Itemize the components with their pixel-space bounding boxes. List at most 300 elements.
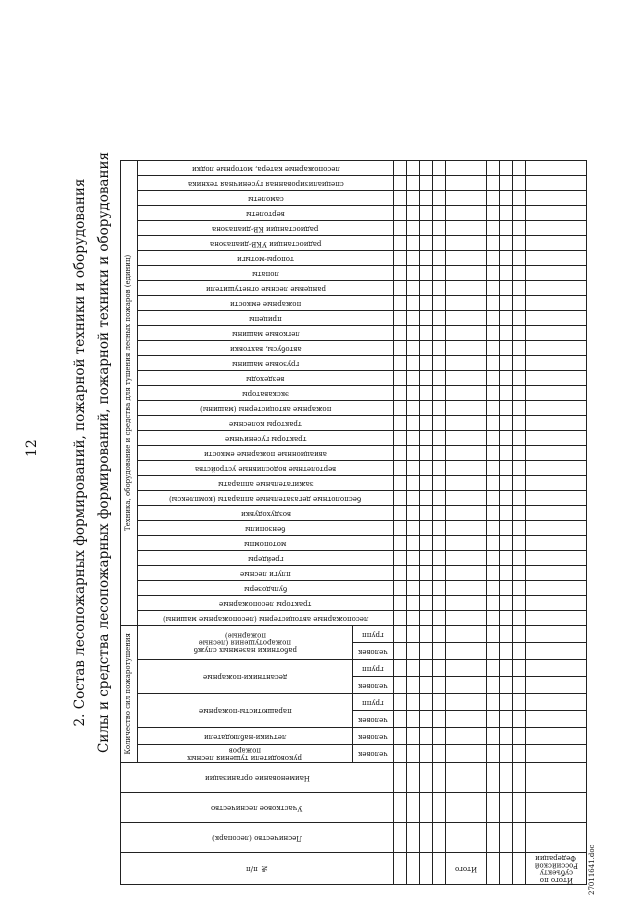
data-row-cell — [500, 852, 513, 884]
itogo-subject-row-cell — [526, 676, 587, 693]
data-row-cell — [513, 475, 526, 490]
data-row-cell — [500, 475, 513, 490]
data-row-cell — [420, 415, 433, 430]
data-row-cell — [433, 710, 446, 727]
data-row-cell — [420, 710, 433, 727]
force-unit-2-0-text: человек — [358, 715, 388, 724]
data-row-cell — [394, 505, 407, 520]
itogo-row-cell — [446, 550, 487, 565]
data-row-cell — [433, 727, 446, 744]
equipment-col-13-text: тракторы колесные — [229, 419, 302, 428]
data-row-cell — [394, 580, 407, 595]
equipment-col-7-text: воздуходувки — [240, 509, 291, 518]
equipment-col-15 — [138, 385, 394, 400]
data-row-cell — [433, 625, 446, 642]
force-unit-0-0-text: человек — [358, 749, 388, 758]
data-row-cell — [500, 595, 513, 610]
data-row-cell — [420, 340, 433, 355]
data-row-cell — [487, 693, 500, 710]
itogo-row-cell — [446, 535, 487, 550]
col-district — [121, 792, 394, 822]
data-row-cell — [500, 659, 513, 676]
data-row-cell — [513, 415, 526, 430]
data-row-cell — [513, 295, 526, 310]
data-row-cell — [433, 610, 446, 625]
data-row-cell — [394, 565, 407, 580]
data-row-cell — [407, 580, 420, 595]
itogo-row-label: Итого — [454, 864, 478, 873]
data-row-cell — [500, 580, 513, 595]
data-row-cell — [420, 445, 433, 460]
itogo-row-cell — [446, 710, 487, 727]
data-row-cell — [407, 535, 420, 550]
force-label-text: руководители тушения лесных пожаров — [187, 746, 303, 762]
data-row-cell — [433, 490, 446, 505]
data-row-cell — [500, 565, 513, 580]
data-row-cell — [394, 235, 407, 250]
data-row-cell — [394, 370, 407, 385]
itogo-subject-row-cell — [526, 445, 587, 460]
data-row-cell — [513, 355, 526, 370]
data-row-cell — [420, 520, 433, 535]
itogo-subject-row-cell — [526, 460, 587, 475]
force-unit-3-0-text: человек — [358, 681, 388, 690]
data-row-cell — [420, 250, 433, 265]
itogo-subject-row-cell — [526, 265, 587, 280]
force-unit-3-1-text: групп — [362, 664, 384, 673]
data-row-cell — [407, 250, 420, 265]
data-row-cell — [433, 744, 446, 762]
data-row-cell — [420, 280, 433, 295]
data-row-cell — [500, 762, 513, 792]
data-row-cell — [487, 235, 500, 250]
data-row-cell — [513, 265, 526, 280]
data-row-cell — [433, 220, 446, 235]
equipment-col-0-text: лесопожарные автоцистерны (лесопожарные машины) — [162, 614, 369, 623]
data-row-cell — [420, 535, 433, 550]
data-row-cell — [420, 595, 433, 610]
itogo-row-cell — [446, 610, 487, 625]
data-row-cell — [433, 460, 446, 475]
itogo-row-cell — [446, 205, 487, 220]
data-row-cell — [420, 355, 433, 370]
data-row-cell — [394, 727, 407, 744]
data-row-cell — [420, 385, 433, 400]
data-row-cell — [487, 744, 500, 762]
force-unit-2-1 — [353, 693, 394, 710]
data-row-cell — [420, 505, 433, 520]
data-row-cell — [407, 385, 420, 400]
equipment-col-23-text: лопаты — [252, 269, 279, 278]
data-row-cell — [394, 475, 407, 490]
itogo-row-cell — [446, 520, 487, 535]
data-row-cell — [420, 265, 433, 280]
data-row-cell — [500, 505, 513, 520]
data-row-cell — [394, 190, 407, 205]
data-row-cell — [487, 595, 500, 610]
data-row-cell — [513, 430, 526, 445]
data-row-cell — [487, 310, 500, 325]
equipment-col-0 — [138, 610, 394, 625]
itogo-row-cell — [446, 355, 487, 370]
equipment-col-29-text: специализированная гусеничная техника — [187, 179, 344, 188]
data-row-cell — [420, 550, 433, 565]
data-row-cell — [394, 642, 407, 659]
page-number: 12 — [24, 439, 40, 457]
data-row-cell — [500, 310, 513, 325]
data-row-cell — [407, 475, 420, 490]
data-row-cell — [487, 642, 500, 659]
itogo-row-cell — [446, 190, 487, 205]
equipment-col-16 — [138, 370, 394, 385]
force-unit-4-1-text: групп — [362, 630, 384, 639]
data-row-cell — [487, 490, 500, 505]
data-row-cell — [513, 642, 526, 659]
footer-code: 27011641.doc — [588, 844, 596, 895]
data-row-cell — [420, 744, 433, 762]
data-row-cell — [513, 445, 526, 460]
data-row-cell — [513, 625, 526, 642]
col-forestry — [121, 822, 394, 852]
data-row-cell — [420, 400, 433, 415]
equipment-col-9 — [138, 475, 394, 490]
force-unit-1-0-text: человек — [358, 732, 388, 741]
equipment-col-30-text: лесопожарные катера, моторные лодки — [191, 164, 340, 173]
data-row-cell — [420, 310, 433, 325]
data-row-cell — [433, 385, 446, 400]
data-row-cell — [513, 792, 526, 822]
data-row-cell — [420, 220, 433, 235]
data-row-cell — [487, 445, 500, 460]
data-row-cell — [407, 762, 420, 792]
equipment-col-3 — [138, 565, 394, 580]
data-row-cell — [420, 625, 433, 642]
data-row-cell — [487, 250, 500, 265]
equipment-col-26 — [138, 220, 394, 235]
data-row-cell — [407, 595, 420, 610]
force-label-1 — [138, 727, 353, 744]
data-row-cell — [420, 430, 433, 445]
data-row-cell — [394, 220, 407, 235]
data-row-cell — [394, 460, 407, 475]
data-row-cell — [500, 250, 513, 265]
data-row-cell — [513, 235, 526, 250]
data-row-cell — [420, 822, 433, 852]
data-row-cell — [513, 693, 526, 710]
data-row-cell — [500, 190, 513, 205]
equipment-col-30 — [138, 160, 394, 175]
itogo-subject-row-cell — [526, 430, 587, 445]
data-row-cell — [487, 520, 500, 535]
data-row-cell — [487, 385, 500, 400]
itogo-subject-row-cell — [526, 190, 587, 205]
itogo-row-cell — [446, 295, 487, 310]
data-row-cell — [433, 340, 446, 355]
data-row-cell — [433, 852, 446, 884]
itogo-subject-row-cell — [526, 565, 587, 580]
data-row-cell — [513, 550, 526, 565]
equipment-col-5-text: мотопомпы — [244, 539, 287, 548]
equipment-col-8-text: бесполотные дегазательные аппараты (комплексы) — [169, 494, 362, 503]
data-row-cell — [500, 235, 513, 250]
itogo-subject-row-cell — [526, 625, 587, 642]
data-row-cell — [394, 415, 407, 430]
itogo-subject-row-cell — [526, 415, 587, 430]
force-unit-4-1 — [353, 625, 394, 642]
data-row-cell — [487, 460, 500, 475]
data-row-cell — [407, 205, 420, 220]
data-row-cell — [433, 310, 446, 325]
data-row-cell — [433, 659, 446, 676]
data-row-cell — [487, 762, 500, 792]
data-row-cell — [433, 175, 446, 190]
force-unit-4-0-text: человек — [358, 647, 388, 656]
data-row-cell — [433, 822, 446, 852]
data-row-cell — [487, 676, 500, 693]
data-row-cell — [513, 220, 526, 235]
data-row-cell — [513, 535, 526, 550]
data-row-cell — [513, 250, 526, 265]
data-row-cell — [513, 310, 526, 325]
data-row-cell — [487, 659, 500, 676]
force-unit-2-1-text: групп — [362, 698, 384, 707]
itogo-row-cell — [446, 595, 487, 610]
itogo-row-cell — [446, 325, 487, 340]
data-row-cell — [513, 520, 526, 535]
itogo-subject-row-cell — [526, 744, 587, 762]
data-row-cell — [420, 792, 433, 822]
equipment-col-24-text: топоры-мотыги — [237, 254, 294, 263]
data-row-cell — [487, 727, 500, 744]
itogo-subject-row — [526, 160, 587, 884]
equipment-col-10 — [138, 460, 394, 475]
data-row-cell — [513, 160, 526, 175]
itogo-row-cell — [446, 727, 487, 744]
itogo-row-cell — [446, 220, 487, 235]
data-row-cell — [394, 430, 407, 445]
data-row-cell — [394, 265, 407, 280]
data-row-cell — [513, 595, 526, 610]
data-row-cell — [500, 370, 513, 385]
equipment-col-13 — [138, 415, 394, 430]
itogo-subject-row-cell — [526, 310, 587, 325]
data-row-cell — [420, 235, 433, 250]
forces-header: Количество сил пожаротушения — [121, 625, 138, 762]
itogo-row — [446, 160, 487, 884]
data-row — [433, 160, 446, 884]
data-row-cell — [500, 642, 513, 659]
itogo-subject-row-cell — [526, 355, 587, 370]
data-row-cell — [433, 190, 446, 205]
equipment-col-14 — [138, 400, 394, 415]
data-row-cell — [433, 250, 446, 265]
data-row-cell — [394, 625, 407, 642]
data-row-cell — [433, 370, 446, 385]
data-row-cell — [407, 175, 420, 190]
equipment-col-12 — [138, 430, 394, 445]
data-row-cell — [394, 355, 407, 370]
data-row-cell — [487, 535, 500, 550]
data-row-cell — [500, 220, 513, 235]
itogo-row-cell — [446, 580, 487, 595]
itogo-subject-row-cell — [526, 710, 587, 727]
data-row-cell — [487, 852, 500, 884]
data-row-cell — [407, 822, 420, 852]
data-row-cell — [433, 520, 446, 535]
data-row-cell — [513, 460, 526, 475]
data-row-cell — [433, 676, 446, 693]
data-row-cell — [407, 355, 420, 370]
data-row-cell — [500, 340, 513, 355]
data-row-cell — [394, 160, 407, 175]
data-row-cell — [513, 205, 526, 220]
data-row-cell — [513, 822, 526, 852]
data-row-cell — [487, 355, 500, 370]
itogo-row-cell — [446, 235, 487, 250]
data-row-cell — [513, 852, 526, 884]
itogo-row-cell — [446, 852, 487, 884]
data-row-cell — [433, 280, 446, 295]
col-org — [121, 762, 394, 792]
data-row-cell — [500, 710, 513, 727]
data-row-cell — [394, 340, 407, 355]
data-row-cell — [500, 160, 513, 175]
itogo-subject-row-cell — [526, 520, 587, 535]
equipment-col-11-text: авиационные пожарные емкости — [204, 449, 327, 458]
itogo-row-cell — [446, 792, 487, 822]
data-row-cell — [407, 610, 420, 625]
data-row-cell — [513, 385, 526, 400]
data-row-cell — [500, 385, 513, 400]
itogo-subject-row-cell — [526, 370, 587, 385]
col-forestry-text: Лесничество (лесопарк) — [211, 833, 303, 842]
data-row-cell — [487, 190, 500, 205]
data-row — [513, 160, 526, 884]
data-row-cell — [513, 744, 526, 762]
data-row-cell — [487, 295, 500, 310]
col-num — [121, 852, 394, 884]
data-row-cell — [420, 370, 433, 385]
data-row — [394, 160, 407, 884]
itogo-row-cell — [446, 430, 487, 445]
data-row-cell — [500, 625, 513, 642]
equipment-col-2 — [138, 580, 394, 595]
equipment-col-17 — [138, 355, 394, 370]
itogo-row-cell — [446, 642, 487, 659]
itogo-row-cell — [446, 445, 487, 460]
data-row-cell — [407, 370, 420, 385]
data-row-cell — [394, 400, 407, 415]
data-row-cell — [500, 676, 513, 693]
data-row-cell — [433, 565, 446, 580]
data-row-cell — [487, 822, 500, 852]
equipment-col-21 — [138, 295, 394, 310]
equipment-col-5 — [138, 535, 394, 550]
data-row-cell — [407, 340, 420, 355]
equipment-col-18 — [138, 340, 394, 355]
data-row-cell — [500, 205, 513, 220]
data-row-cell — [407, 400, 420, 415]
data-row-cell — [407, 430, 420, 445]
col-district-text: Участковое лесничество — [211, 803, 303, 812]
data-row-cell — [407, 744, 420, 762]
equipment-col-28 — [138, 190, 394, 205]
equipment-col-3-text: плуги лесные — [240, 569, 291, 578]
forces-table — [120, 160, 587, 885]
itogo-row-cell — [446, 475, 487, 490]
equipment-col-27 — [138, 205, 394, 220]
data-row-cell — [500, 610, 513, 625]
col-org-text: Наименование организации — [204, 773, 310, 782]
data-row-cell — [513, 175, 526, 190]
itogo-subject-row-cell — [526, 205, 587, 220]
data-row-cell — [500, 400, 513, 415]
equipment-col-4 — [138, 550, 394, 565]
data-row-cell — [433, 205, 446, 220]
data-row-cell — [394, 520, 407, 535]
data-row-cell — [500, 520, 513, 535]
equipment-col-6 — [138, 520, 394, 535]
equipment-col-14-text: пожарные автоцистерны (машины) — [199, 404, 332, 413]
data-row-cell — [433, 505, 446, 520]
data-row-cell — [394, 490, 407, 505]
data-row-cell — [407, 490, 420, 505]
data-row-cell — [500, 445, 513, 460]
data-row-cell — [407, 235, 420, 250]
itogo-subject-row-cell — [526, 822, 587, 852]
data-row-cell — [500, 822, 513, 852]
force-label-text: работники наземных служб пожаротушения (лесные пожарные) — [193, 631, 297, 655]
table-title: Силы и средства лесопожарных формирований, пожарной техники и оборудования — [96, 152, 112, 753]
data-row-cell — [513, 659, 526, 676]
itogo-row-cell — [446, 400, 487, 415]
data-row-cell — [513, 325, 526, 340]
data-row-cell — [407, 693, 420, 710]
itogo-row-cell — [446, 460, 487, 475]
data-row-cell — [513, 762, 526, 792]
data-row-cell — [500, 295, 513, 310]
data-row-cell — [513, 727, 526, 744]
data-row-cell — [500, 727, 513, 744]
data-row-cell — [407, 642, 420, 659]
itogo-row-cell — [446, 676, 487, 693]
data-row-cell — [407, 415, 420, 430]
data-row-cell — [433, 792, 446, 822]
data-row-cell — [394, 610, 407, 625]
data-row-cell — [407, 727, 420, 744]
itogo-row-cell — [446, 265, 487, 280]
itogo-subject-row-cell — [526, 160, 587, 175]
data-row-cell — [433, 415, 446, 430]
data-row-cell — [513, 190, 526, 205]
equipment-col-6-text: бензопилы — [245, 524, 286, 533]
equipment-col-15-text: экскаваторы — [241, 389, 290, 398]
itogo-row-cell — [446, 490, 487, 505]
equipment-col-16-text: вездеходы — [246, 374, 285, 383]
data-row-cell — [513, 400, 526, 415]
itogo-row-cell — [446, 310, 487, 325]
equipment-col-8 — [138, 490, 394, 505]
data-row-cell — [420, 205, 433, 220]
header-row-1 — [121, 160, 138, 884]
itogo-row-cell — [446, 250, 487, 265]
force-label-3 — [138, 659, 353, 693]
itogo-subject-row-cell — [526, 475, 587, 490]
itogo-subject-row-cell — [526, 693, 587, 710]
itogo-subject-row-cell — [526, 762, 587, 792]
force-label-0 — [138, 744, 353, 762]
data-row-cell — [487, 280, 500, 295]
